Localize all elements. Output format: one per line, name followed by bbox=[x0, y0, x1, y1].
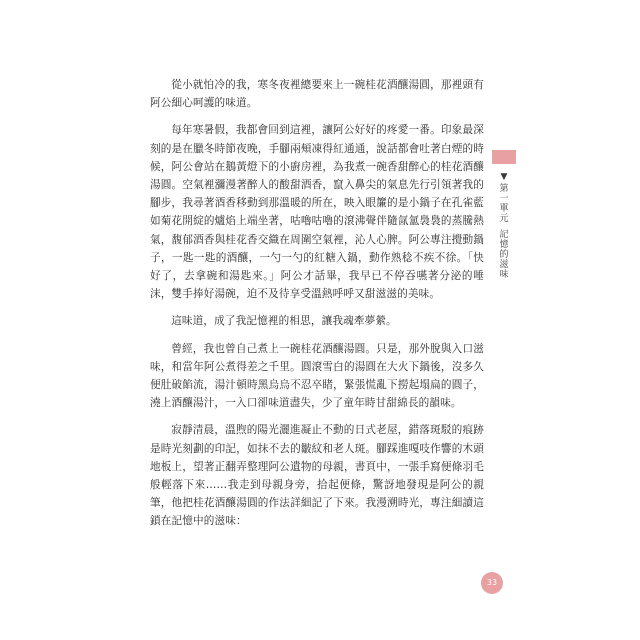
paragraph-2: 每年寒暑假，我都會回到這裡，讓阿公好好的疼愛一番。印象最深刻的是在臘冬時節夜晚，手腳兩頰凍得紅通通，說話都會吐著白煙的時候，阿公會站在鵝黃燈下的小廚房裡，為我煮一碗香甜醉心的桂花酒釀湯圓。空氣裡瀰漫著醉人的酸甜酒香，竄入鼻尖的氣息先行引領著我的腳步，我尋著酒香移動到那溫暖的所在，映入眼簾的是小鍋子在孔雀藍如菊花開綻的爐焰上端坐著，咕嚕咕嚕的滾沸聲伴隨氤氳裊裊的蒸騰熱氣，馥郁酒香與桂花香交織在周圍空氣裡，沁人心脾。阿公專注攪動鍋子，一匙一匙的酒釀，一勺一勺的紅糖入鍋，動作熟稔不疾不徐。「快好了，去拿碗和湯匙來。」阿公才話畢，我早已不停吞嚥著分泌的唾沫，雙手捧好湯碗，迫不及待享受溫熱呼呼又甜滋滋的美味。 bbox=[150, 124, 484, 301]
paragraph-3: 這味道，成了我記憶裡的相思，讓我魂牽夢縈。 bbox=[171, 315, 397, 328]
paragraph-1: 從小就怕冷的我，寒冬夜裡總要來上一碗桂花酒釀湯圓，那裡頭有阿公細心呵護的味道。 bbox=[150, 79, 484, 110]
body-text bbox=[150, 76, 484, 540]
triangle-marker-icon: ▼ bbox=[500, 172, 508, 182]
paragraph-5: 寂靜清晨，溫煦的陽光灑進凝止不動的日式老屋，錯落斑駁的痕跡是時光刻劃的印記，如抹不去的皺紋和老人斑。腳踩進嘎吱作響的木頭地板上，望著正翻弄整理阿公遺物的母親，書頁中，一張手寫便條羽毛般輕落下來……我走到母親身旁，拾起便條，驚訝地發現是阿公的親筆，他把桂花酒釀湯圓的作法詳細記了下來。我漫溯時光，專注細讀這鎖在記憶中的滋味： bbox=[150, 424, 484, 528]
page-number-badge: 33 bbox=[481, 572, 503, 594]
unit-label: 第一單元 bbox=[499, 184, 509, 224]
chapter-side-label bbox=[496, 172, 512, 280]
paragraph-4: 曾經，我也曾自己煮上一碗桂花酒釀湯圓。只是，那外脫與入口滋味，和當年阿公煮得差之千里。圓滾雪白的湯圓在大火下鍋後，沒多久便肚破餡流，湯汁頓時黑烏烏不忍卒睹，緊張慌亂下撈起塌扁的圓子，澆上酒釀湯汁，一入口卻味道盡失，少了童年時甘甜綿長的韻味。 bbox=[150, 342, 484, 410]
section-label: 記憶的滋味 bbox=[499, 230, 509, 280]
chapter-tab bbox=[492, 150, 516, 164]
